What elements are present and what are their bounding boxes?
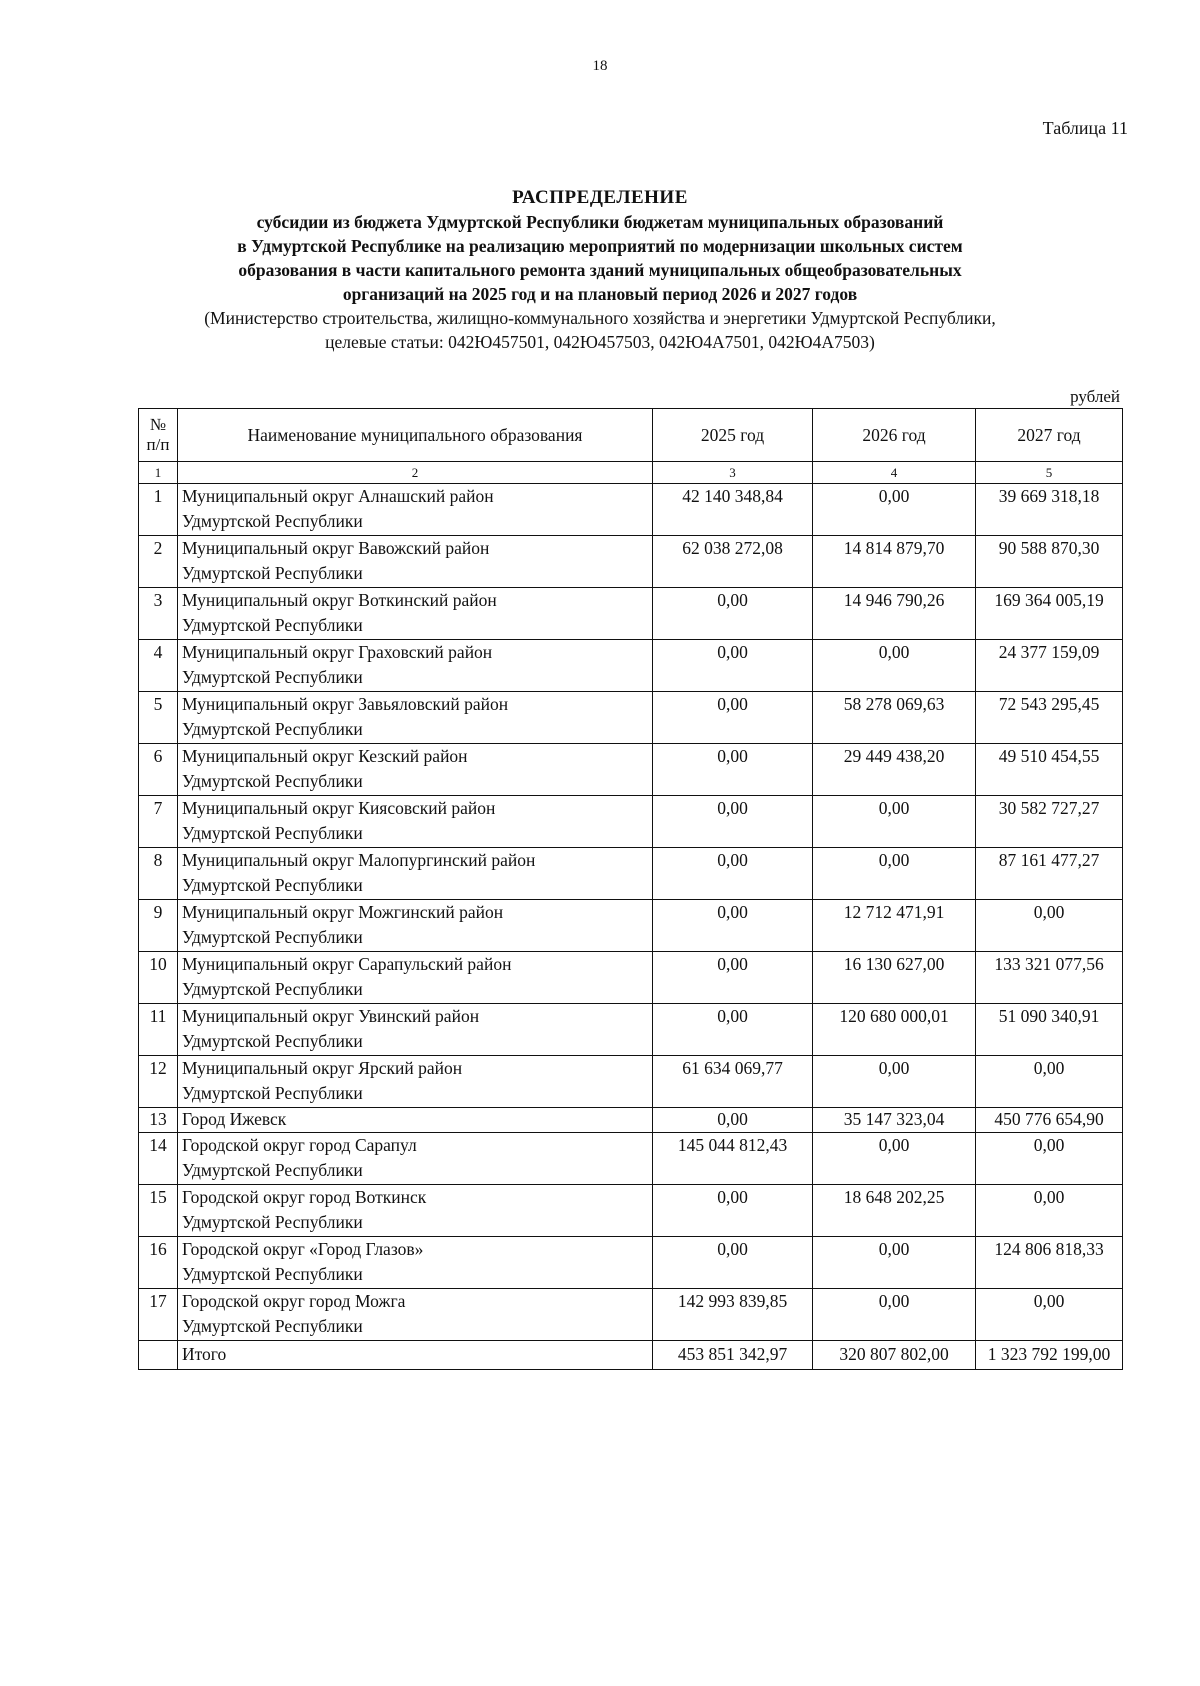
- row-number: 3: [139, 588, 178, 640]
- row-number: 7: [139, 796, 178, 848]
- row-number: 14: [139, 1133, 178, 1185]
- municipality-name-line-2: Удмуртской Республики: [182, 563, 363, 583]
- total-2026: 320 807 802,00: [813, 1341, 976, 1370]
- value-2026: 29 449 438,20: [813, 744, 976, 796]
- municipality-name: [178, 1185, 653, 1237]
- column-index: 4: [813, 462, 976, 484]
- value-2025: 0,00: [653, 588, 813, 640]
- municipality-name-line-2: Удмуртской Республики: [182, 1212, 363, 1232]
- municipality-name-line-1: Городской округ город Воткинск: [182, 1187, 427, 1207]
- value-2026: 0,00: [813, 796, 976, 848]
- title-line-2: в Удмуртской Республике на реализацию мероприятий по модернизации школьных систем: [237, 236, 963, 256]
- municipality-name-line-2: Удмуртской Республики: [182, 667, 363, 687]
- municipality-name-line-1: Муниципальный округ Завьяловский район: [182, 694, 509, 714]
- municipality-name-line-2: Удмуртской Республики: [182, 1031, 363, 1051]
- distribution-table: [138, 408, 1123, 1370]
- municipality-name: [178, 1056, 653, 1108]
- value-2027: 169 364 005,19: [976, 588, 1123, 640]
- value-2026: 18 648 202,25: [813, 1185, 976, 1237]
- column-index: 5: [976, 462, 1123, 484]
- table-row: [139, 900, 1123, 952]
- value-2027: 450 776 654,90: [976, 1108, 1123, 1133]
- value-2027: 49 510 454,55: [976, 744, 1123, 796]
- municipality-name-line-1: Городской округ «Город Глазов»: [182, 1239, 424, 1259]
- value-2027: 90 588 870,30: [976, 536, 1123, 588]
- row-number: 16: [139, 1237, 178, 1289]
- municipality-name-line-1: Муниципальный округ Малопургинский район: [182, 850, 536, 870]
- municipality-name-line-2: Удмуртской Республики: [182, 979, 363, 999]
- units-label: рублей: [1070, 387, 1120, 406]
- value-2025: 145 044 812,43: [653, 1133, 813, 1185]
- header-2026: 2026 год: [813, 409, 976, 462]
- value-2027: 0,00: [976, 1289, 1123, 1341]
- municipality-name-line-2: Удмуртской Республики: [182, 511, 363, 531]
- municipality-name-line-2: Удмуртской Республики: [182, 927, 363, 947]
- row-number: 9: [139, 900, 178, 952]
- municipality-name-line-2: Удмуртской Республики: [182, 1316, 363, 1336]
- value-2025: 0,00: [653, 900, 813, 952]
- municipality-name-line-2: Удмуртской Республики: [182, 875, 363, 895]
- value-2026: 58 278 069,63: [813, 692, 976, 744]
- value-2027: 124 806 818,33: [976, 1237, 1123, 1289]
- table-row: [139, 536, 1123, 588]
- municipality-name-line-1: Городской округ город Можга: [182, 1291, 406, 1311]
- row-number: 2: [139, 536, 178, 588]
- row-number: 12: [139, 1056, 178, 1108]
- value-2026: 120 680 000,01: [813, 1004, 976, 1056]
- table-row: [139, 848, 1123, 900]
- value-2025: 0,00: [653, 952, 813, 1004]
- municipality-name-line-1: Город Ижевск: [182, 1109, 287, 1129]
- municipality-name-line-2: Удмуртской Республики: [182, 615, 363, 635]
- column-index: 1: [139, 462, 178, 484]
- municipality-name: [178, 952, 653, 1004]
- value-2027: 87 161 477,27: [976, 848, 1123, 900]
- value-2026: 14 814 879,70: [813, 536, 976, 588]
- table-row: [139, 1237, 1123, 1289]
- table-row: [139, 692, 1123, 744]
- municipality-name: [178, 796, 653, 848]
- value-2026: 0,00: [813, 1133, 976, 1185]
- municipality-name: [178, 536, 653, 588]
- municipality-name-line-1: Муниципальный округ Киясовский район: [182, 798, 496, 818]
- header-name: Наименование муниципального образования: [178, 409, 653, 462]
- municipality-name: [178, 1237, 653, 1289]
- header-number: № п/п: [139, 409, 178, 462]
- table-row: [139, 744, 1123, 796]
- column-index: 3: [653, 462, 813, 484]
- row-number: 15: [139, 1185, 178, 1237]
- table-label: Таблица 11: [1042, 118, 1128, 138]
- value-2026: 0,00: [813, 484, 976, 536]
- municipality-name-line-2: Удмуртской Республики: [182, 1160, 363, 1180]
- table-row: [139, 640, 1123, 692]
- municipality-name-line-1: Муниципальный округ Увинский район: [182, 1006, 480, 1026]
- value-2025: 142 993 839,85: [653, 1289, 813, 1341]
- value-2025: 42 140 348,84: [653, 484, 813, 536]
- value-2027: 51 090 340,91: [976, 1004, 1123, 1056]
- value-2026: 0,00: [813, 1237, 976, 1289]
- municipality-name-line-1: Муниципальный округ Можгинский район: [182, 902, 504, 922]
- table-row: [139, 952, 1123, 1004]
- total-2027: 1 323 792 199,00: [976, 1341, 1123, 1370]
- table-row: [139, 1289, 1123, 1341]
- municipality-name-line-2: Удмуртской Республики: [182, 823, 363, 843]
- municipality-name: [178, 588, 653, 640]
- value-2027: 133 321 077,56: [976, 952, 1123, 1004]
- value-2025: 0,00: [653, 692, 813, 744]
- municipality-name-line-1: Муниципальный округ Ярский район: [182, 1058, 463, 1078]
- municipality-name-line-1: Муниципальный округ Кезский район: [182, 746, 468, 766]
- title-line-3: образования в части капитального ремонта зданий муниципальных общеобразовательных: [238, 260, 962, 280]
- municipality-name: [178, 1004, 653, 1056]
- municipality-name-line-2: Удмуртской Республики: [182, 719, 363, 739]
- value-2026: 12 712 471,91: [813, 900, 976, 952]
- municipality-name-line-2: Удмуртской Республики: [182, 1083, 363, 1103]
- table-row: [139, 796, 1123, 848]
- document-title: [100, 186, 1100, 354]
- municipality-name: [178, 744, 653, 796]
- row-number: 10: [139, 952, 178, 1004]
- value-2027: 39 669 318,18: [976, 484, 1123, 536]
- total-label: Итого: [178, 1341, 653, 1370]
- value-2025: 0,00: [653, 848, 813, 900]
- table-row: [139, 1056, 1123, 1108]
- value-2027: 0,00: [976, 1133, 1123, 1185]
- header-2027: 2027 год: [976, 409, 1123, 462]
- value-2025: 0,00: [653, 1237, 813, 1289]
- value-2026: 14 946 790,26: [813, 588, 976, 640]
- value-2025: 0,00: [653, 744, 813, 796]
- municipality-name: [178, 1133, 653, 1185]
- value-2027: 0,00: [976, 1056, 1123, 1108]
- table-row: [139, 1108, 1123, 1133]
- value-2027: 0,00: [976, 900, 1123, 952]
- title-line-1: субсидии из бюджета Удмуртской Республики бюджетам муниципальных образований: [256, 212, 944, 232]
- row-number: 6: [139, 744, 178, 796]
- header-2025: 2025 год: [653, 409, 813, 462]
- value-2025: 0,00: [653, 640, 813, 692]
- value-2026: 0,00: [813, 1056, 976, 1108]
- row-number: 4: [139, 640, 178, 692]
- title-line-4: организаций на 2025 год и на плановый период 2026 и 2027 годов: [342, 284, 858, 304]
- value-2026: 0,00: [813, 1289, 976, 1341]
- row-number: 5: [139, 692, 178, 744]
- table-row: [139, 1185, 1123, 1237]
- municipality-name-line-1: Муниципальный округ Воткинский район: [182, 590, 497, 610]
- municipality-name-line-1: Муниципальный округ Вавожский район: [182, 538, 490, 558]
- value-2027: 72 543 295,45: [976, 692, 1123, 744]
- total-row: [139, 1341, 1123, 1370]
- total-number-cell: [139, 1341, 178, 1370]
- column-index-row: [139, 462, 1123, 484]
- column-index: 2: [178, 462, 653, 484]
- municipality-name: [178, 484, 653, 536]
- municipality-name: [178, 1289, 653, 1341]
- value-2025: 0,00: [653, 1108, 813, 1133]
- municipality-name: [178, 640, 653, 692]
- title-note-1: (Министерство строительства, жилищно-коммунального хозяйства и энергетики Удмуртской Республики,: [204, 308, 996, 328]
- row-number: 11: [139, 1004, 178, 1056]
- municipality-name-line-1: Городской округ город Сарапул: [182, 1135, 417, 1155]
- table-row: [139, 1004, 1123, 1056]
- value-2025: 0,00: [653, 1185, 813, 1237]
- value-2027: 0,00: [976, 1185, 1123, 1237]
- municipality-name: [178, 900, 653, 952]
- value-2025: 0,00: [653, 1004, 813, 1056]
- table-row: [139, 484, 1123, 536]
- municipality-name-line-2: Удмуртской Республики: [182, 1264, 363, 1284]
- row-number: 17: [139, 1289, 178, 1341]
- value-2026: 35 147 323,04: [813, 1108, 976, 1133]
- value-2027: 30 582 727,27: [976, 796, 1123, 848]
- page-number: 18: [592, 58, 608, 74]
- municipality-name-line-2: Удмуртской Республики: [182, 771, 363, 791]
- row-number: 8: [139, 848, 178, 900]
- table-row: [139, 1133, 1123, 1185]
- total-2025: 453 851 342,97: [653, 1341, 813, 1370]
- title-note-2: целевые статьи: 042Ю457501, 042Ю457503, 042Ю4А7501, 042Ю4А7503): [325, 332, 875, 352]
- municipality-name-line-1: Муниципальный округ Сарапульский район: [182, 954, 512, 974]
- value-2027: 24 377 159,09: [976, 640, 1123, 692]
- title-main: РАСПРЕДЕЛЕНИЕ: [512, 187, 688, 208]
- municipality-name-line-1: Муниципальный округ Граховский район: [182, 642, 493, 662]
- municipality-name-line-1: Муниципальный округ Алнашский район: [182, 486, 494, 506]
- value-2025: 61 634 069,77: [653, 1056, 813, 1108]
- value-2025: 0,00: [653, 796, 813, 848]
- row-number: 1: [139, 484, 178, 536]
- municipality-name: [178, 848, 653, 900]
- value-2026: 0,00: [813, 640, 976, 692]
- value-2025: 62 038 272,08: [653, 536, 813, 588]
- table-body: [139, 484, 1123, 1370]
- value-2026: 0,00: [813, 848, 976, 900]
- municipality-name: [178, 1108, 653, 1133]
- value-2026: 16 130 627,00: [813, 952, 976, 1004]
- table-header-row: [139, 409, 1123, 462]
- municipality-name: [178, 692, 653, 744]
- table-row: [139, 588, 1123, 640]
- row-number: 13: [139, 1108, 178, 1133]
